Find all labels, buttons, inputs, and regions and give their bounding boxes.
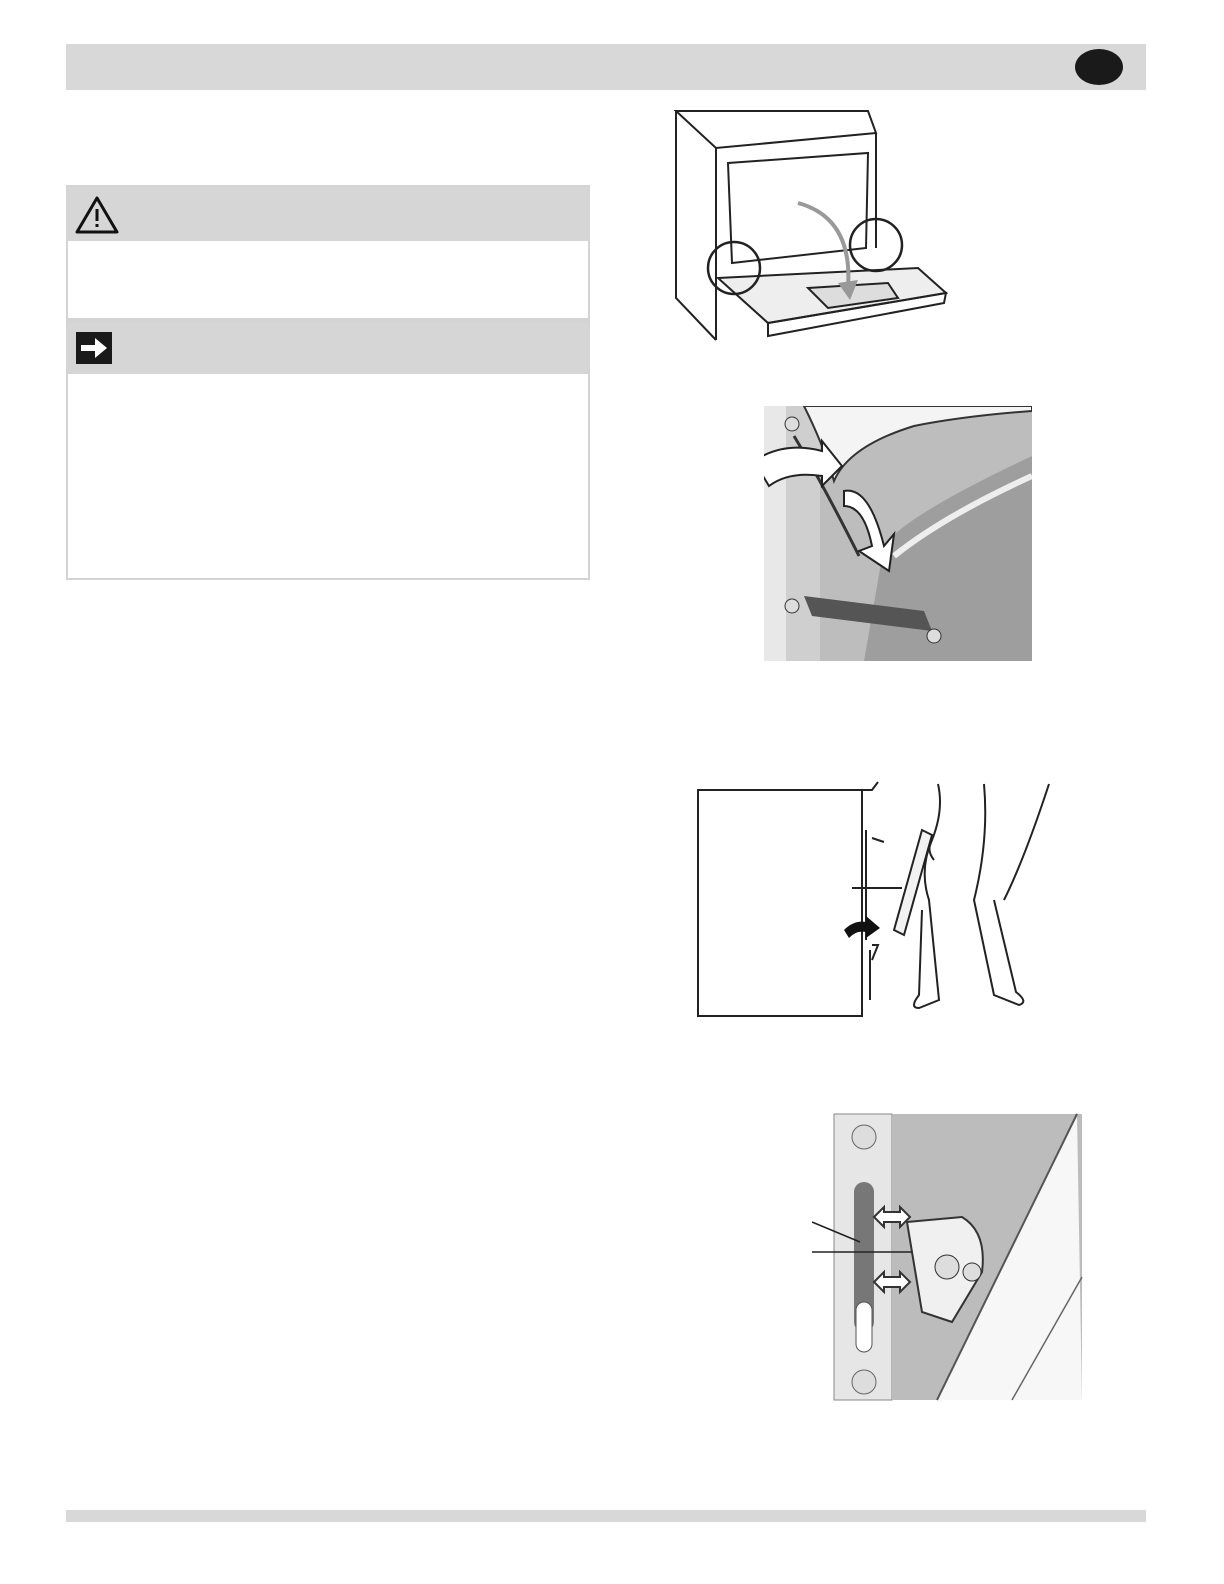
info-box — [66, 320, 590, 580]
header-bar — [66, 44, 1146, 90]
warning-box — [66, 185, 590, 320]
info-box-header — [68, 322, 588, 374]
oven-door-open-figure — [668, 108, 950, 348]
warning-box-header — [68, 187, 588, 241]
hinge-detail-figure — [812, 1112, 1084, 1402]
warning-triangle-icon — [74, 195, 120, 235]
hinge-lever-figure — [764, 406, 1032, 661]
door-lift-figure — [694, 780, 1058, 1020]
arrow-right-icon — [76, 332, 112, 364]
language-badge — [1075, 49, 1123, 85]
footer-bar — [66, 1510, 1146, 1522]
